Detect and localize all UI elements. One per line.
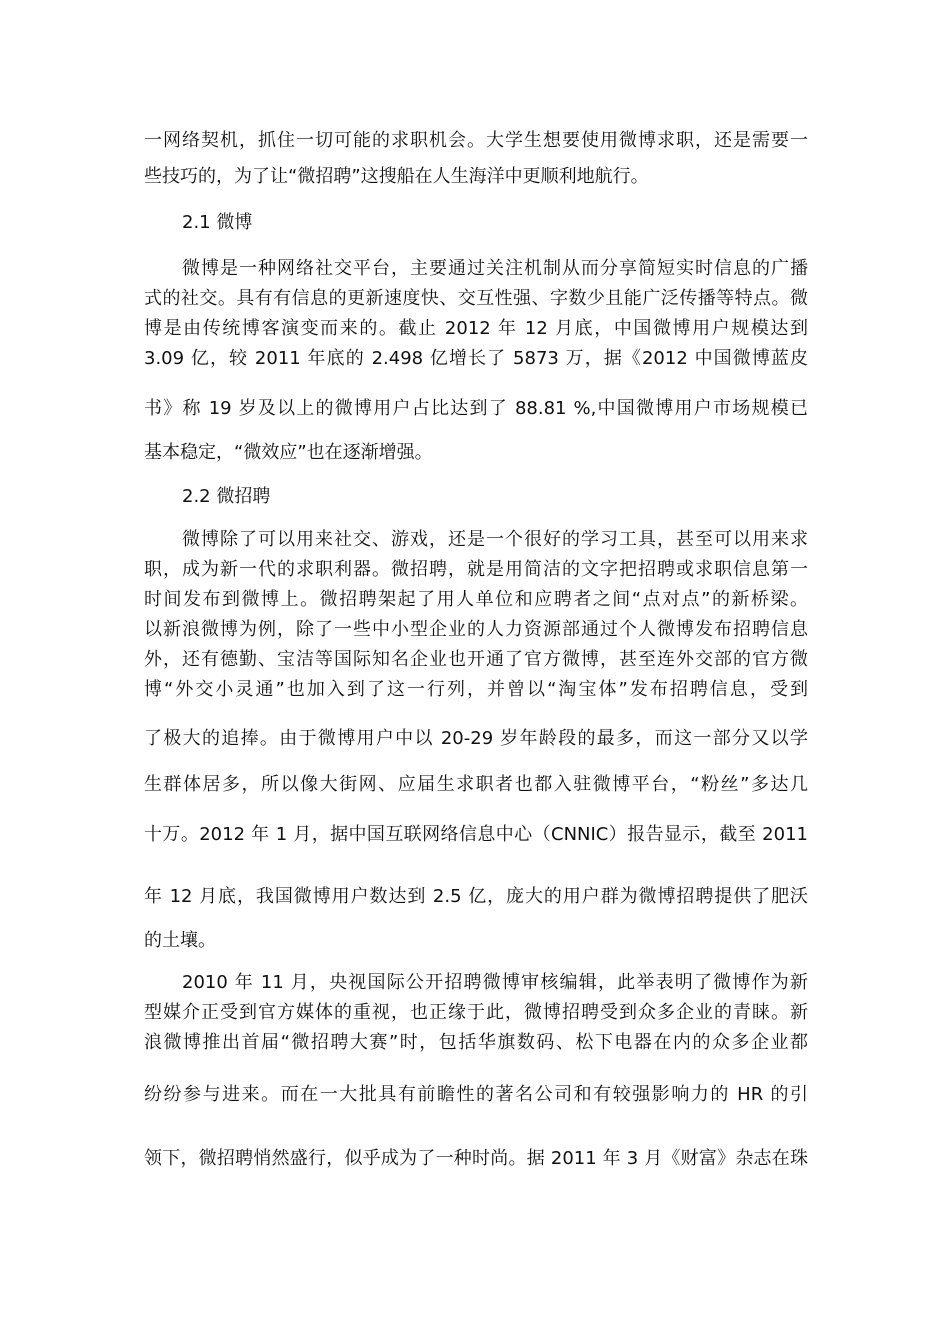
text-line: 以新浪微博为例，除了一些中小型企业的人力资源部通过个人微博发布招聘信息 <box>144 619 808 640</box>
text-line: 式的社交。具有有信息的更新速度快、交互性强、字数少且能广泛传播等特点。微 <box>144 288 808 309</box>
text-line: 书》称 19 岁及以上的微博用户占比达到了 88.81 %,中国微博用户市场规模已 <box>144 398 808 419</box>
text-line: 浪微博推出首届“微招聘大赛”时，包括华旗数码、松下电器在内的众多企业都 <box>144 1032 808 1053</box>
text-line: 的土壤。 <box>144 930 216 951</box>
text-line: 2010 年 11 月，央视国际公开招聘微博审核编辑，此举表明了微博作为新 <box>182 972 808 993</box>
text-line: 微博是一种网络社交平台，主要通过关注机制从而分享简短实时信息的广播 <box>182 258 808 279</box>
text-line: 了极大的追捧。由于微博用户中以 20-29 岁年龄段的最多，而这一部分又以学 <box>144 728 808 749</box>
text-line: 基本稳定，“微效应”也在逐渐增强。 <box>144 442 433 463</box>
text-line: 时间发布到微博上。微招聘架起了用人单位和应聘者之间“点对点”的新桥梁。 <box>144 589 808 610</box>
text-line: 职，成为新一代的求职利器。微招聘，就是用简洁的文字把招聘或求职信息第一 <box>144 559 808 580</box>
text-line: 博是由传统博客演变而来的。截止 2012 年 12 月底，中国微博用户规模达到 <box>144 318 808 339</box>
text-line: 一网络契机，抓住一切可能的求职机会。大学生想要使用微博求职，还是需要一 <box>144 130 808 151</box>
text-line: 型媒介正受到官方媒体的重视，也正缘于此，微博招聘受到众多企业的青睐。新 <box>144 1002 808 1023</box>
text-line: 年 12 月底，我国微博用户数达到 2.5 亿，庞大的用户群为微博招聘提供了肥沃 <box>144 886 808 907</box>
text-line: 生群体居多，所以像大街网、应届生求职者也都入驻微博平台，“粉丝”多达几 <box>144 774 808 795</box>
section-heading-2-2: 2.2 微招聘 <box>182 486 271 507</box>
text-line: 纷纷参与进来。而在一大批具有前瞻性的著名公司和有较强影响力的 HR 的引 <box>144 1084 808 1105</box>
text-line: 些技巧的，为了让“微招聘”这搜船在人生海洋中更顺利地航行。 <box>144 166 649 187</box>
section-heading-2-1: 2.1 微博 <box>182 212 253 233</box>
text-line: 外，还有德勤、宝洁等国际知名企业也开通了官方微博，甚至连外交部的官方微 <box>144 649 808 670</box>
text-line: 3.09 亿，较 2011 年底的 2.498 亿增长了 5873 万，据《2012 中国微博蓝皮 <box>144 348 808 369</box>
text-line: 领下，微招聘悄然盛行，似乎成为了一种时尚。据 2011 年 3 月《财富》杂志在珠 <box>144 1148 808 1169</box>
text-line: 微博除了可以用来社交、游戏，还是一个很好的学习工具，甚至可以用来求 <box>182 529 808 550</box>
text-line: 博“外交小灵通”也加入到了这一行列，并曾以“淘宝体”发布招聘信息，受到 <box>144 679 808 700</box>
text-line: 十万。2012 年 1 月，据中国互联网络信息中心（CNNIC）报告显示，截至 2011 <box>144 824 808 845</box>
